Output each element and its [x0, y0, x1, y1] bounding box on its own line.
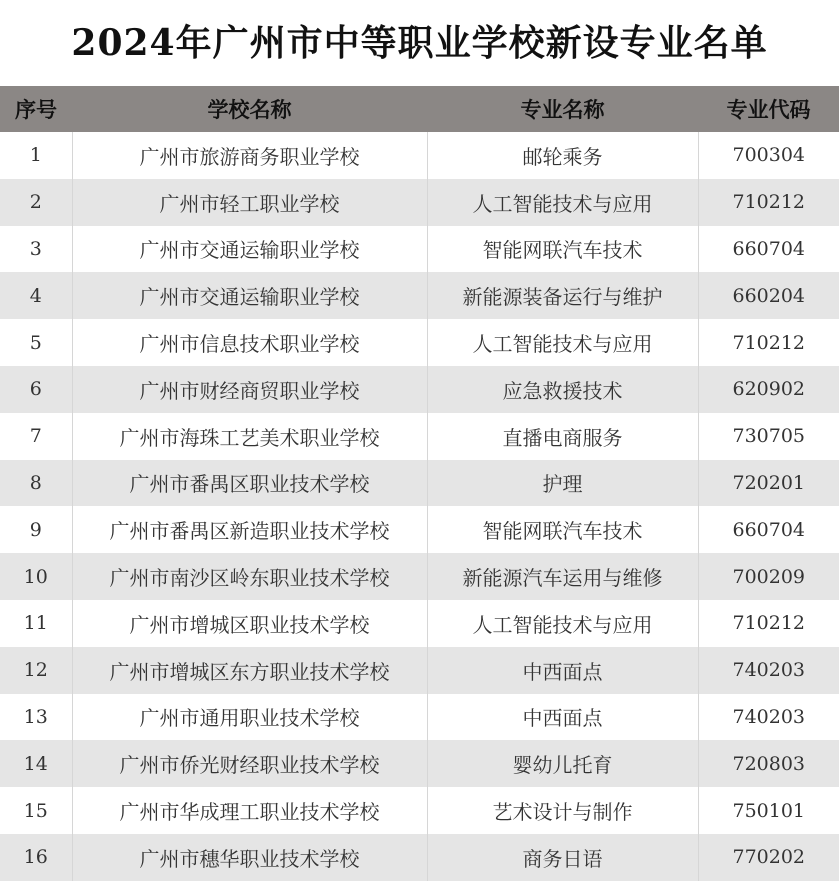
- index-cell: 13: [0, 694, 72, 741]
- major-name-cell: 中西面点: [427, 694, 698, 741]
- school-name-cell: 广州市海珠工艺美术职业学校: [72, 413, 427, 460]
- school-name-cell: 广州市轻工职业学校: [72, 179, 427, 226]
- table-row: [0, 834, 839, 881]
- table-row: [0, 366, 839, 413]
- major-code-cell: 700209: [698, 553, 839, 600]
- major-name-cell: 婴幼儿托育: [427, 740, 698, 787]
- header-major-code: 专业代码: [698, 86, 839, 132]
- index-cell: 7: [0, 413, 72, 460]
- major-code-cell: 660704: [698, 226, 839, 273]
- table-row: [0, 600, 839, 647]
- index-cell: 9: [0, 506, 72, 553]
- major-code-cell: 740203: [698, 647, 839, 694]
- major-code-cell: 770202: [698, 834, 839, 881]
- major-name-cell: 商务日语: [427, 834, 698, 881]
- header-major-name: 专业名称: [427, 86, 698, 132]
- major-code-cell: 660704: [698, 506, 839, 553]
- table-row: [0, 740, 839, 787]
- major-code-cell: 730705: [698, 413, 839, 460]
- major-name-cell: 护理: [427, 460, 698, 507]
- index-cell: 15: [0, 787, 72, 834]
- table-row: [0, 226, 839, 273]
- index-cell: 8: [0, 460, 72, 507]
- table-row: [0, 787, 839, 834]
- table-row: [0, 553, 839, 600]
- major-code-cell: 660204: [698, 272, 839, 319]
- school-name-cell: 广州市番禺区职业技术学校: [72, 460, 427, 507]
- school-name-cell: 广州市交通运输职业学校: [72, 226, 427, 273]
- index-cell: 10: [0, 553, 72, 600]
- school-name-cell: 广州市番禺区新造职业技术学校: [72, 506, 427, 553]
- school-name-cell: 广州市财经商贸职业学校: [72, 366, 427, 413]
- school-name-cell: 广州市侨光财经职业技术学校: [72, 740, 427, 787]
- index-cell: 2: [0, 179, 72, 226]
- major-code-cell: 700304: [698, 132, 839, 179]
- index-cell: 16: [0, 834, 72, 881]
- school-name-cell: 广州市穗华职业技术学校: [72, 834, 427, 881]
- school-name-cell: 广州市信息技术职业学校: [72, 319, 427, 366]
- table-row: [0, 319, 839, 366]
- major-name-cell: 人工智能技术与应用: [427, 179, 698, 226]
- major-code-cell: 710212: [698, 600, 839, 647]
- school-name-cell: 广州市华成理工职业技术学校: [72, 787, 427, 834]
- school-name-cell: 广州市增城区东方职业技术学校: [72, 647, 427, 694]
- major-name-cell: 人工智能技术与应用: [427, 600, 698, 647]
- major-code-cell: 750101: [698, 787, 839, 834]
- index-cell: 14: [0, 740, 72, 787]
- header-index: 序号: [0, 86, 72, 132]
- major-name-cell: 智能网联汽车技术: [427, 226, 698, 273]
- header-school-name: 学校名称: [72, 86, 427, 132]
- index-cell: 6: [0, 366, 72, 413]
- index-cell: 1: [0, 132, 72, 179]
- major-code-cell: 720803: [698, 740, 839, 787]
- school-name-cell: 广州市交通运输职业学校: [72, 272, 427, 319]
- major-name-cell: 应急救援技术: [427, 366, 698, 413]
- table-row: [0, 694, 839, 741]
- major-code-cell: 720201: [698, 460, 839, 507]
- index-cell: 5: [0, 319, 72, 366]
- major-name-cell: 直播电商服务: [427, 413, 698, 460]
- major-code-cell: 740203: [698, 694, 839, 741]
- page-title: 2024年广州市中等职业学校新设专业名单: [71, 22, 768, 64]
- header-row: [0, 86, 839, 132]
- table-row: [0, 132, 839, 179]
- table-row: [0, 413, 839, 460]
- major-name-cell: 新能源装备运行与维护: [427, 272, 698, 319]
- table-row: [0, 272, 839, 319]
- specialty-table: [0, 86, 839, 881]
- major-name-cell: 艺术设计与制作: [427, 787, 698, 834]
- major-code-cell: 710212: [698, 319, 839, 366]
- table-row: [0, 179, 839, 226]
- index-cell: 3: [0, 226, 72, 273]
- school-name-cell: 广州市南沙区岭东职业技术学校: [72, 553, 427, 600]
- index-cell: 11: [0, 600, 72, 647]
- index-cell: 12: [0, 647, 72, 694]
- school-name-cell: 广州市旅游商务职业学校: [72, 132, 427, 179]
- major-code-cell: 710212: [698, 179, 839, 226]
- table-row: [0, 647, 839, 694]
- school-name-cell: 广州市增城区职业技术学校: [72, 600, 427, 647]
- table-body: [0, 132, 839, 881]
- major-name-cell: 智能网联汽车技术: [427, 506, 698, 553]
- major-name-cell: 中西面点: [427, 647, 698, 694]
- index-cell: 4: [0, 272, 72, 319]
- major-name-cell: 邮轮乘务: [427, 132, 698, 179]
- major-name-cell: 新能源汽车运用与维修: [427, 553, 698, 600]
- school-name-cell: 广州市通用职业技术学校: [72, 694, 427, 741]
- table-header: [0, 86, 839, 132]
- table-row: [0, 506, 839, 553]
- major-code-cell: 620902: [698, 366, 839, 413]
- table-row: [0, 460, 839, 507]
- major-name-cell: 人工智能技术与应用: [427, 319, 698, 366]
